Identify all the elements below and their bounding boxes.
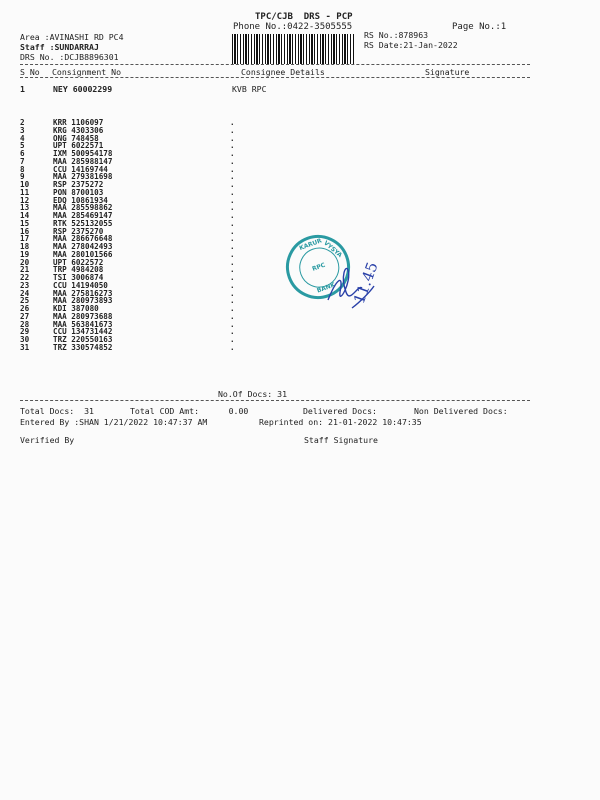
row-marker: . [230,288,235,298]
row-sno: 22 [20,273,30,282]
row-sno: 19 [20,249,30,259]
column-header-consignment: Consignment No [52,67,122,77]
row-marker: . [230,211,235,220]
row-marker: . [230,203,235,213]
row-sno: 30 [20,335,30,344]
page-number: Page No.:1 [452,22,507,32]
row-marker: . [230,257,235,267]
row-sno: 14 [20,211,30,220]
row-marker: . [230,280,235,290]
row-consignment: MAA 285598862 [53,203,113,213]
row-marker: . [230,195,235,205]
row-marker: . [230,319,235,329]
row-consignment: MAA 285469147 [53,211,113,220]
row-marker: . [230,226,235,236]
column-header-consignee: Consignee Details [241,67,325,77]
row-consignment: IXM 500954178 [53,149,113,158]
row-marker: . [230,342,235,352]
row-marker: . [230,125,235,135]
row-sno: 8 [20,164,25,174]
row-marker: . [230,335,235,344]
row-marker: . [230,327,235,337]
row-marker: . [230,156,235,166]
row-sno: 21 [20,265,30,275]
first-row-consignee: KVB RPC [232,84,267,94]
row-consignment: CCU 134731442 [53,327,113,337]
row-marker: . [230,187,235,197]
row-consignment: MAA 285988147 [53,156,113,166]
row-marker: . [230,311,235,321]
row-consignment: KRG 4303306 [53,125,104,135]
row-sno: 17 [20,234,30,244]
row-consignment: MAA 563841673 [53,319,113,329]
row-sno: 11 [20,187,30,197]
row-marker: . [230,149,235,158]
handwritten-time: 11.45 [350,259,382,307]
row-consignment: MAA 279381698 [53,172,113,182]
non-delivered-docs: Non Delivered Docs: [414,406,508,416]
entered-by: Entered By :SHAN 1/21/2022 10:47:37 AM [20,417,208,427]
row-marker: . [230,133,235,143]
row-sno: 16 [20,226,30,236]
row-consignment: KDI 387080 [53,304,99,313]
row-marker: . [230,218,235,228]
row-consignment: MAA 280973893 [53,296,113,306]
row-sno: 24 [20,288,30,298]
rs-number: RS No.:878963 [364,30,429,40]
row-sno: 13 [20,203,30,213]
total-docs: Total Docs: 31 [20,406,94,416]
row-sno: 26 [20,304,30,313]
row-consignment: MAA 280973688 [53,311,113,321]
consignment-list [20,119,320,352]
row-consignment: CCU 14169744 [53,164,108,174]
row-sno: 15 [20,218,30,228]
row-sno: 31 [20,342,30,352]
drs-number: DRS No. :DCJB8896301 [20,52,119,62]
row-consignment: TRP 4984208 [53,265,104,275]
row-marker: . [230,273,235,282]
row-marker: . [230,172,235,182]
verified-by: Verified By [20,435,75,445]
row-sno: 25 [20,296,30,306]
area-label: Area :AVINASHI RD PC4 [20,32,124,42]
divider [20,400,530,401]
row-consignment: TRZ 220550163 [53,335,113,344]
row-sno: 5 [20,141,25,151]
row-sno: 2 [20,118,25,127]
row-marker: . [230,234,235,244]
row-sno: 10 [20,180,30,189]
divider [20,64,530,65]
row-sno: 29 [20,327,30,337]
row-marker: . [230,242,235,251]
row-consignment: EDQ 10861934 [53,195,108,205]
row-sno: 4 [20,133,25,143]
row-marker: . [230,304,235,313]
first-row-sno: 1 [20,84,25,94]
row-consignment: CCU 14194050 [53,280,108,290]
row-sno: 6 [20,149,25,158]
row-consignment: MAA 286676648 [53,234,113,244]
row-consignment: RSP 2375270 [53,226,104,236]
row-sno: 18 [20,242,30,251]
row-consignment: MAA 278042493 [53,242,113,251]
row-consignment: UPT 6022572 [53,257,104,267]
row-consignment: TRZ 330574852 [53,342,113,352]
row-marker: . [230,141,235,151]
row-sno: 28 [20,319,30,329]
row-consignment: RSP 2375272 [53,180,104,189]
rs-date: RS Date:21-Jan-2022 [364,40,458,50]
row-sno: 23 [20,280,30,290]
row-consignment: RTK 525132055 [53,218,113,228]
phone-number: Phone No.:0422-3505555 [233,22,353,32]
row-sno: 12 [20,195,30,205]
reprinted-on: Reprinted on: 21-01-2022 10:47:35 [259,417,422,427]
bank-stamp: KARUR VYSYA BANK RPC [277,226,359,308]
row-sno: 3 [20,125,25,135]
row-marker: . [230,249,235,259]
list-item [20,344,320,352]
row-sno: 20 [20,257,30,267]
document-title: TPC/CJB DRS - PCP [255,12,353,22]
row-marker: . [230,164,235,174]
row-consignment: UPT 6022571 [53,141,104,151]
row-marker: . [230,118,235,127]
row-sno: 7 [20,156,25,166]
row-sno: 27 [20,311,30,321]
row-marker: . [230,180,235,189]
column-header-sno: S No [20,67,40,77]
total-cod-amount: Total COD Amt: 0.00 [130,406,249,416]
delivered-docs: Delivered Docs: [303,406,377,416]
row-marker: . [230,296,235,306]
row-consignment: PON 8700103 [53,187,104,197]
column-header-signature: Signature [425,67,470,77]
row-consignment: ONG 748458 [53,133,99,143]
row-consignment: TSI 3006874 [53,273,104,282]
no-of-docs: No.Of Docs: 31 [218,389,288,399]
row-consignment: MAA 280101566 [53,249,113,259]
staff-signature: Staff Signature [304,435,378,445]
first-row-consignment: NEY 60002299 [53,84,113,94]
row-sno: 9 [20,172,25,182]
barcode [232,34,354,64]
row-consignment: KRR 1106097 [53,118,104,127]
staff-label: Staff :SUNDARRAJ [20,42,99,52]
row-consignment: MAA 275816273 [53,288,113,298]
row-marker: . [230,265,235,275]
divider [20,77,530,78]
